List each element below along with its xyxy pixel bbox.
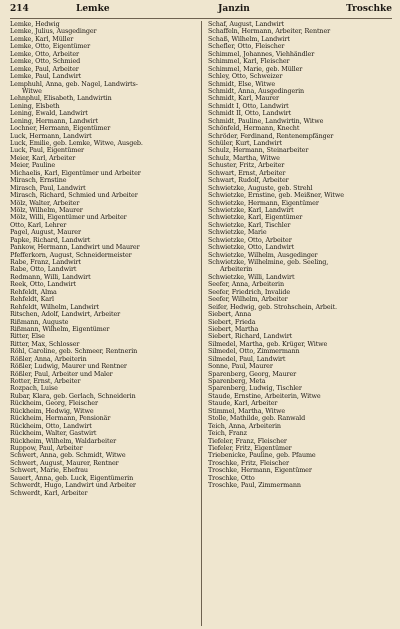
page-header: [10, 4, 392, 19]
directory-entry: Schönfeld, Hermann, Knecht: [208, 125, 300, 133]
directory-entry: Schwietzke, Wilhelmine, geb. Seeling,: [208, 259, 329, 266]
directory-entry: Schwietzke, Auguste, geb. Strehl: [208, 184, 313, 192]
directory-entry: Rößler, Anna, Arbeiterin: [10, 355, 87, 363]
directory-entry: Lemke, Paul, Landwirt: [10, 73, 82, 81]
directory-entry: Rößler, Paul, Arbeiter und Maler: [10, 370, 113, 378]
directory-entry: Sparenberg, Ludwig, Tischler: [208, 385, 302, 393]
directory-entry: Tiefeler, Franz, Fleischer: [208, 437, 287, 445]
directory-entry: Mölz, Walter, Arbeiter: [10, 199, 80, 207]
entry-columns: [10, 21, 392, 626]
directory-entry: Mirasch, Ernstine: [10, 177, 67, 185]
directory-entry: Schulz, Hermann, Steinarbeiter: [208, 147, 309, 155]
directory-entry: Michaelis, Karl, Eigentümer und Arbeiter: [10, 169, 141, 177]
page-number: 214: [10, 4, 29, 14]
directory-entry: Schröder, Ferdinand, Rentenempfänger: [208, 132, 334, 140]
directory-entry: Schmidt, Pauline, Landwirtin, Witwe: [208, 117, 324, 125]
directory-entry: Schwart, Ernst, Arbeiter: [208, 169, 286, 177]
directory-entry: Lening, Ewald, Landwirt: [10, 110, 88, 118]
directory-entry: Troschke, Hermann, Eigentümer: [208, 467, 312, 475]
directory-entry: Schwart, Rudolf, Arbeiter: [208, 177, 289, 185]
directory-entry: Lemke, Paul, Arbeiter: [10, 65, 79, 73]
directory-entry: Schley, Otto, Schweizer: [208, 73, 283, 81]
directory-entry: Rückheim, Walter, Gastwirt: [10, 430, 97, 438]
directory-entry: Schuster, Fritz, Arbeiter: [208, 162, 285, 170]
directory-entry: Seefer, Friedrich, Invalide: [208, 288, 291, 296]
directory-entry: Röhl, Caroline, geb. Schmeer, Rentnerin: [10, 348, 138, 356]
directory-entry: Schimmel, Johannes, Viehhändler: [208, 50, 315, 58]
directory-entry: Teich, Franz: [208, 430, 247, 438]
directory-entry: Rotter, Ernst, Arbeiter: [10, 378, 81, 385]
directory-entry: Luck, Hermann, Landwirt: [10, 132, 92, 140]
directory-entry: Schwert, August, Maurer, Rentner: [10, 459, 119, 467]
directory-entry: Rißmann, Auguste: [10, 318, 69, 326]
directory-entry: Rabe, Otto, Landwirt: [10, 266, 77, 274]
directory-entry: Lemke, Otto, Eigentümer: [10, 43, 91, 51]
directory-entry: Rückheim, Georg, Fleischer: [10, 400, 98, 408]
directory-entry: Schwert, Marie, Ehefrau: [10, 467, 88, 475]
directory-entry: Rozpach, Luise: [10, 385, 58, 393]
directory-entry: Otto, Karl, Lehrer: [10, 221, 67, 229]
header-left-keyword: Lemke: [76, 4, 110, 14]
directory-entry: Ritter, Max, Schlosser: [10, 340, 80, 348]
directory-entry: Schüler, Kurt, Landwirt: [208, 140, 282, 147]
directory-entry: Staude, Ernstine, Arbeiterin, Witwe: [208, 392, 321, 400]
directory-entry: Tiefeler, Fritz, Eigentümer: [208, 444, 292, 452]
directory-entry: Siebert, Anna: [208, 311, 252, 319]
directory-entry: Schmidt, Else, Witwe: [208, 80, 276, 88]
directory-entry: Schwietzke, Karl, Landwirt: [208, 206, 294, 214]
header-place-name: Janzin: [218, 4, 250, 14]
directory-entry: Reek, Otto, Landwirt: [10, 281, 76, 289]
directory-entry: Rehfeldt, Wilhelm, Landwirt: [10, 303, 99, 311]
directory-entry: Schwietzke, Hermann, Eigentümer: [208, 199, 319, 207]
directory-entry: Rubar, Klara, geb. Gerlach, Schneiderin: [10, 392, 136, 400]
directory-entry: Lemke, Hedwig: [10, 21, 60, 28]
directory-entry: Sparenberg, Meta: [208, 378, 266, 385]
directory-entry: Staude, Karl, Arbeiter: [208, 400, 278, 408]
directory-entry: Luck, Emilie, geb. Lemke, Witwe, Ausgeb.: [10, 140, 143, 147]
directory-entry: Schaß, Wilhelm, Landwirt: [208, 35, 290, 43]
directory-entry: Triebenicke, Pauline, geb. Pfaume: [208, 452, 316, 460]
directory-entry: Silmedel, Paul, Landwirt: [208, 355, 286, 363]
directory-entry: Schwerdt, Karl, Arbeiter: [10, 489, 88, 497]
directory-entry: Pfefferkorn, August, Schneidermeister: [10, 251, 132, 259]
directory-entry: Schmidt, Anna, Ausgedingerin: [208, 87, 305, 95]
directory-entry: Troschke, Otto: [208, 474, 255, 482]
directory-entry: Sauert, Anna, geb. Luck, Eigentümerin: [10, 474, 134, 482]
directory-entry: Rückheim, Hedwig, Witwe: [10, 407, 94, 415]
directory-entry: Schmidt II, Otto, Landwirt: [208, 110, 292, 118]
directory-entry: Rißmann, Wilhelm, Eigentümer: [10, 325, 110, 333]
directory-entry: Lochner, Hermann, Eigentümer: [10, 125, 111, 133]
directory-entry: Schwert, Anna, geb. Schmidt, Witwe: [10, 452, 126, 460]
directory-entry: Lemphuhl, Anna, geb. Nagel, Landwirts-: [10, 80, 138, 88]
directory-entry: Rehfeldt, Alma: [10, 288, 57, 296]
directory-entry: Silmedel, Otto, Zimmermann: [208, 348, 300, 356]
directory-entry: Schimmel, Marie, geb. Müller: [208, 65, 303, 73]
directory-entry: Schaf, August, Landwirt: [208, 21, 285, 28]
directory-entry: Stimmel, Martha, Witwe: [208, 407, 286, 415]
directory-entry: Schwerdt, Hugo, Landwirt und Arbeiter: [10, 482, 136, 490]
directory-entry: Schimmel, Karl, Fleischer: [208, 58, 290, 66]
directory-entry: Rößler, Ludwig, Maurer und Rentner: [10, 363, 127, 371]
directory-entry: Schmidt, Karl, Maurer: [208, 95, 279, 103]
directory-entry: Lening, Hermann, Landwirt: [10, 117, 98, 125]
directory-entry: Papke, Richard, Landwirt: [10, 236, 91, 244]
directory-entry: Troschke, Fritz, Fleischer: [208, 459, 289, 467]
directory-entry: Lehnphul, Elisabeth, Landwirtin: [10, 95, 112, 103]
directory-entry: Rückheim, Wilhelm, Waldarbeiter: [10, 437, 117, 445]
directory-entry: Seifer, Hedwig, geb. Strohschein, Arbeit.: [208, 303, 337, 311]
directory-entry: Mölz, Wilhelm, Maurer: [10, 206, 83, 214]
directory-entry: Rückheim, Otto, Landwirt: [10, 422, 92, 430]
directory-entry: Rehfeldt, Karl: [10, 296, 54, 304]
directory-entry: Siebert, Richard, Landwirt: [208, 333, 293, 341]
directory-entry: Ritter, Else: [10, 333, 45, 341]
directory-entry: Schulz, Martha, Witwe: [208, 154, 280, 162]
directory-entry: Siebert, Frieda: [208, 318, 256, 326]
header-right-keyword: Troschke: [346, 4, 392, 14]
directory-entry: Mölz, Willi, Eigentümer und Arbeiter: [10, 214, 127, 222]
right-column: [201, 21, 392, 626]
directory-entry: Mirasch, Paul, Landwirt: [10, 184, 86, 192]
directory-entry: Lemke, Julius, Ausgedinger: [10, 28, 97, 36]
directory-entry: Lening, Elsbeth: [10, 102, 60, 110]
directory-entry: Ritschen, Adolf, Landwirt, Arbeiter: [10, 311, 121, 319]
directory-entry: Meier, Karl, Arbeiter: [10, 154, 76, 162]
directory-entry: Arbeiterin: [220, 266, 253, 274]
directory-entry: Schmidt I, Otto, Landwirt: [208, 102, 289, 110]
directory-entry: Stolle, Mathilde, geb. Ranwald: [208, 415, 306, 423]
directory-entry: Schwietzke, Wilhelm, Ausgedinger: [208, 251, 318, 259]
directory-entry: Witwe: [22, 87, 42, 95]
directory-entry: Lemke, Otto, Schmied: [10, 58, 81, 66]
directory-entry: Rückheim, Hermann, Pensionär: [10, 415, 111, 423]
directory-entry: Schwietzke, Ernstine, geb. Meißner, Witwe: [208, 192, 344, 200]
directory-entry: Sonne, Paul, Maurer: [208, 363, 273, 371]
directory-entry: Schwietzke, Otto, Landwirt: [208, 244, 295, 252]
directory-entry: Schwietzke, Karl, Tischler: [208, 221, 291, 229]
directory-entry: Schwietzke, Willi, Landwirt: [208, 273, 295, 281]
directory-entry: Lemke, Otto, Arbeiter: [10, 50, 79, 58]
directory-entry: Seefer, Anna, Arbeiterin: [208, 281, 284, 289]
directory-entry: Schwietzke, Karl, Eigentümer: [208, 214, 303, 222]
directory-entry: Pagel, August, Maurer: [10, 229, 81, 237]
directory-entry: Redmann, Willi, Landwirt: [10, 273, 91, 281]
directory-entry: Luck, Paul, Eigentümer: [10, 147, 84, 155]
directory-entry: Lemke, Karl, Müller: [10, 35, 74, 43]
directory-entry: Troschke, Paul, Zimmermann: [208, 482, 301, 490]
directory-entry: Teich, Anna, Arbeiterin: [208, 422, 281, 430]
directory-entry: Meier, Pauline: [10, 162, 56, 170]
directory-entry: Sparenberg, Georg, Maurer: [208, 370, 297, 378]
directory-entry: Rabe, Franz, Landwirt: [10, 259, 81, 266]
directory-entry: Ruppow, Paul, Arbeiter: [10, 444, 83, 452]
directory-entry: Seefer, Wilhelm, Arbeiter: [208, 296, 288, 304]
directory-entry: Schwietzke, Marie: [208, 229, 267, 237]
left-column: [10, 21, 201, 626]
directory-entry: Schwietzke, Otto, Arbeiter: [208, 236, 292, 244]
directory-entry: Siebert, Martha: [208, 325, 259, 333]
directory-entry: Mirasch, Richard, Schmied und Arbeiter: [10, 192, 138, 200]
directory-entry: Pankow, Hermann, Landwirt und Maurer: [10, 244, 140, 252]
directory-entry: Schefler, Otto, Fleischer: [208, 43, 285, 51]
directory-entry: Silmedel, Martha, geb. Krüger, Witwe: [208, 340, 328, 348]
directory-entry: Schaffeln, Hermann, Arbeiter, Rentner: [208, 28, 331, 36]
